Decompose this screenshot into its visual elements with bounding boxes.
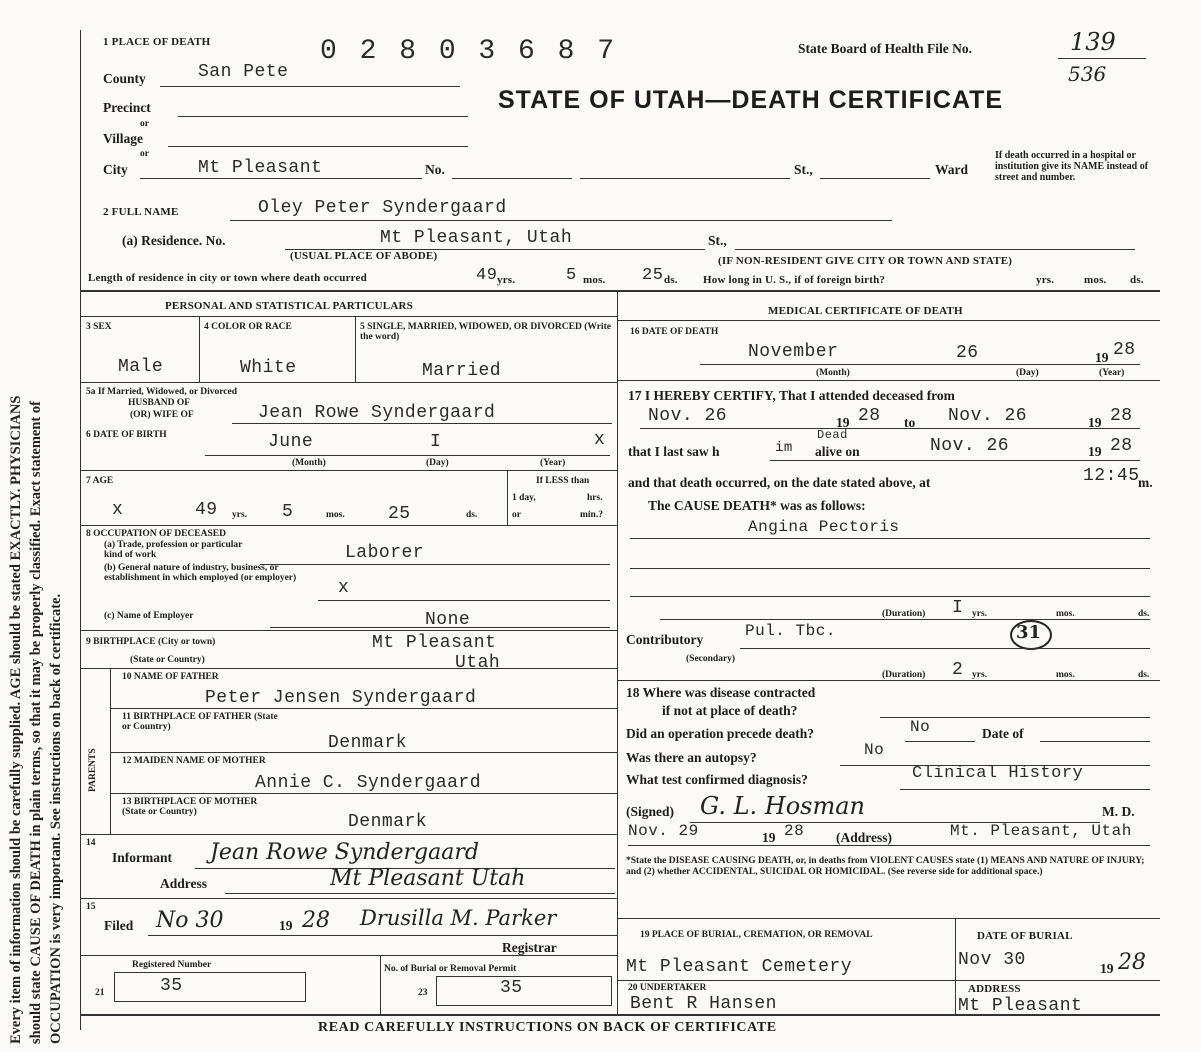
street-line bbox=[580, 178, 790, 179]
contrib-code: 31 bbox=[1016, 622, 1042, 643]
dur-1-yrs: yrs. bbox=[972, 609, 988, 619]
mother-bp-value: Denmark bbox=[348, 812, 428, 832]
residence-st-line bbox=[735, 249, 1135, 250]
cause-line-2 bbox=[630, 568, 1150, 569]
village-line bbox=[168, 146, 468, 147]
side-note-1: Every item of information should be carefully supplied. AGE should be stated EXACTLY. PHYSICIANS bbox=[8, 395, 24, 1044]
row-line-16 bbox=[617, 380, 1160, 381]
father-bp-label: 11 BIRTHPLACE OF FATHER (State or Country) bbox=[122, 712, 278, 732]
length-yrs-label: yrs. bbox=[497, 274, 516, 286]
length-mos: 5 bbox=[566, 266, 577, 285]
usual-abode-label: (USUAL PLACE OF ABODE) bbox=[290, 250, 438, 262]
undertaker-label: 20 UNDERTAKER bbox=[628, 983, 707, 993]
medical-header-line bbox=[617, 320, 1160, 321]
row-line-14 bbox=[80, 898, 617, 899]
alive-label: alive on bbox=[815, 444, 860, 459]
attended-to-year: 28 bbox=[1110, 406, 1133, 426]
dob-day-label: (Day) bbox=[426, 458, 449, 468]
spouse-label-2: HUSBAND OF bbox=[128, 398, 191, 408]
foreign-label: How long in U. S., if of foreign birth? bbox=[703, 274, 886, 286]
row-line-8 bbox=[80, 630, 617, 631]
age-mark: x bbox=[112, 500, 124, 520]
reg-no-value: 35 bbox=[160, 976, 183, 996]
spouse-label-3: (OR) WIFE OF bbox=[130, 410, 194, 420]
burial-address-label: ADDRESS bbox=[968, 983, 1021, 995]
medical-footnote: *State the DISEASE CAUSING DEATH, or, in deaths from VIOLENT CAUSES state (1) MEANS AND NATURE OF INJURY; and (2) whether ACCIDENTAL, SUICIDAL OR HOMICIDAL. (See reverse side for additional space.) bbox=[626, 856, 1145, 877]
county-line bbox=[160, 86, 460, 87]
full-name-line bbox=[230, 220, 892, 221]
residence-st-label: St., bbox=[708, 233, 727, 248]
row-line-12 bbox=[110, 793, 617, 794]
death-month: November bbox=[748, 342, 839, 362]
physician-address: Mt. Pleasant, Utah bbox=[950, 822, 1132, 840]
test-line bbox=[900, 789, 1150, 790]
city-label: City bbox=[103, 162, 128, 177]
signed-date: Nov. 29 bbox=[628, 822, 699, 840]
date-of-death-label: 16 DATE OF DEATH bbox=[630, 327, 719, 337]
age-label: 7 AGE bbox=[86, 476, 114, 486]
st-label: St., bbox=[794, 162, 813, 177]
row-line-7 bbox=[80, 525, 617, 526]
length-mos-label: mos. bbox=[583, 274, 606, 286]
or-label: or bbox=[512, 510, 521, 520]
place-of-death-label: 1 PLACE OF DEATH bbox=[103, 36, 211, 48]
residence-label: (a) Residence. No. bbox=[122, 233, 226, 248]
signed-year: 28 bbox=[784, 822, 805, 840]
informant-label: Informant bbox=[112, 850, 172, 865]
operation-line bbox=[905, 741, 975, 742]
precinct-label: Precinct bbox=[103, 100, 151, 115]
burial-top-line bbox=[617, 918, 1160, 919]
contrib-label: Contributory bbox=[626, 632, 704, 647]
parents-label: PARENTS bbox=[88, 748, 98, 792]
last-saw-value: im bbox=[775, 440, 793, 456]
autopsy-label: Was there an autopsy? bbox=[626, 750, 757, 765]
county-value: San Pete bbox=[198, 62, 289, 82]
test-value: Clinical History bbox=[912, 764, 1084, 783]
precinct-line bbox=[178, 116, 468, 117]
industry-value: x bbox=[338, 578, 350, 598]
residence-value: Mt Pleasant, Utah bbox=[380, 228, 573, 248]
burial-date-value: Nov 30 bbox=[958, 950, 1026, 970]
one-day-label: 1 day, bbox=[512, 493, 536, 503]
cause-line-3 bbox=[630, 596, 1150, 597]
filed-year-prefix: 19 bbox=[279, 918, 293, 933]
mother-bp-label: 13 BIRTHPLACE OF MOTHER (State or Country) bbox=[122, 797, 258, 817]
column-divider bbox=[617, 290, 618, 918]
employer-value: None bbox=[425, 610, 471, 630]
employer-line bbox=[270, 627, 610, 628]
frame-left bbox=[80, 30, 81, 1030]
personal-header: PERSONAL AND STATISTICAL PARTICULARS bbox=[165, 300, 413, 312]
side-instructions bbox=[4, 8, 70, 1048]
operation-label: Did an operation precede death? bbox=[626, 726, 814, 741]
dob-month-label: (Month) bbox=[292, 458, 326, 468]
age-ds: 25 bbox=[388, 504, 411, 524]
informant-no: 14 bbox=[86, 838, 96, 848]
death-year: 28 bbox=[1113, 340, 1136, 360]
dob-label: 6 DATE OF BIRTH bbox=[86, 430, 167, 440]
date-of-label: Date of bbox=[982, 726, 1024, 741]
length-ds-label: ds. bbox=[664, 274, 678, 286]
filed-no: 15 bbox=[86, 902, 96, 912]
to-label: to bbox=[904, 415, 916, 430]
time-label: and that death occurred, on the date stated above, at bbox=[628, 475, 931, 490]
st-line bbox=[820, 178, 930, 179]
undertaker-value: Bent R Hansen bbox=[630, 994, 777, 1014]
footer-instructions: READ CAREFULLY INSTRUCTIONS ON BACK OF CERTIFICATE bbox=[318, 1020, 777, 1035]
sex-value: Male bbox=[118, 357, 164, 377]
filed-year: 28 bbox=[302, 908, 330, 933]
reg-divider bbox=[380, 955, 381, 1014]
cause-line-1 bbox=[630, 538, 1150, 539]
sex-label: 3 SEX bbox=[86, 322, 112, 332]
burial-mid-line bbox=[617, 980, 1160, 981]
no-label: No. bbox=[425, 162, 445, 177]
or-1: or bbox=[140, 119, 149, 129]
md-label: M. D. bbox=[1102, 804, 1135, 819]
parents-divider bbox=[110, 668, 111, 834]
burial-divider bbox=[955, 918, 956, 1014]
sex-divider bbox=[199, 316, 200, 382]
full-name-label: 2 FULL NAME bbox=[103, 206, 179, 218]
cause-value: Angina Pectoris bbox=[748, 518, 900, 536]
row-line-9 bbox=[80, 668, 617, 669]
marital-label: 5 SINGLE, MARRIED, WIDOWED, OR DIVORCED (Write the word) bbox=[360, 322, 611, 342]
side-note-2: should state CAUSE OF DEATH in plain terms, so that it may be properly classified. Exact statement of bbox=[28, 401, 44, 1044]
filed-line bbox=[148, 935, 618, 936]
test-label: What test confirmed diagnosis? bbox=[626, 772, 808, 787]
race-label: 4 COLOR OR RACE bbox=[204, 322, 292, 332]
death-time: 12:45 bbox=[1083, 466, 1140, 486]
dur-1-ds: ds. bbox=[1138, 609, 1150, 619]
occ-a-label: (a) Trade, profession or particular kind of work bbox=[104, 540, 243, 560]
row-line-6 bbox=[80, 470, 617, 471]
dob-month: June bbox=[268, 432, 314, 452]
filed-label: Filed bbox=[104, 918, 134, 933]
mother-value: Annie C. Syndergaard bbox=[255, 773, 482, 793]
last-saw-19: 19 bbox=[1088, 444, 1102, 459]
death-time-suffix: m. bbox=[1138, 475, 1153, 490]
burial-address-value: Mt Pleasant bbox=[958, 996, 1083, 1016]
sub-no: 536 bbox=[1068, 62, 1107, 86]
reg-no-index: 21 bbox=[95, 988, 105, 998]
last-saw-label: that I last saw h bbox=[628, 444, 720, 459]
age-mos: 5 bbox=[282, 502, 294, 522]
row-line-11 bbox=[110, 752, 617, 753]
mother-label: 12 MAIDEN NAME OF MOTHER bbox=[122, 756, 266, 766]
row-line-13 bbox=[80, 834, 617, 835]
dob-year-label: (Year) bbox=[540, 458, 566, 468]
nonresident-label: (IF NON-RESIDENT GIVE CITY OR TOWN AND STATE) bbox=[718, 255, 1013, 267]
marital-value: Married bbox=[422, 361, 502, 381]
death-date-line bbox=[700, 364, 1140, 365]
reg-no-box bbox=[114, 972, 306, 1002]
min-label: min.? bbox=[580, 510, 603, 520]
foreign-yrs: yrs. bbox=[1036, 274, 1055, 286]
last-saw-year: 28 bbox=[1110, 436, 1133, 456]
dur-2-mos: mos. bbox=[1056, 670, 1075, 680]
occupation-label: 8 OCCUPATION OF DECEASED bbox=[86, 529, 226, 539]
duration-label-2: (Duration) bbox=[882, 670, 926, 680]
no-line bbox=[452, 178, 572, 179]
dob-line bbox=[205, 455, 610, 456]
death-year-prefix: 19 bbox=[1095, 350, 1109, 365]
registrar-label: Registrar bbox=[502, 940, 557, 955]
age-yrs: 49 bbox=[195, 500, 218, 520]
less-than-label: If LESS than bbox=[536, 476, 590, 486]
attended-to: Nov. 26 bbox=[948, 406, 1028, 426]
birthplace-state: Utah bbox=[455, 653, 501, 673]
divider-top bbox=[80, 290, 1160, 292]
age-ds-label: ds. bbox=[466, 510, 478, 520]
reg-top-line bbox=[80, 955, 617, 956]
foreign-ds: ds. bbox=[1130, 274, 1144, 286]
death-month-label: (Month) bbox=[816, 368, 850, 378]
burial-permit-label: No. of Burial or Removal Permit bbox=[384, 964, 517, 974]
operation-value: No bbox=[910, 718, 931, 736]
file-no-line bbox=[1058, 58, 1146, 59]
city-value: Mt Pleasant bbox=[198, 158, 323, 178]
last-saw-line bbox=[770, 460, 1140, 461]
personal-header-line bbox=[80, 316, 617, 317]
burial-date-label: DATE OF BURIAL bbox=[977, 930, 1073, 942]
attended-to-19: 19 bbox=[1088, 415, 1102, 430]
dur-1-mos: mos. bbox=[1056, 609, 1075, 619]
father-bp-value: Denmark bbox=[328, 733, 408, 753]
burial-permit-box bbox=[436, 976, 612, 1006]
reg-no-label: Registered Number bbox=[132, 960, 212, 970]
attended-from-year: 28 bbox=[858, 406, 881, 426]
side-note-3: OCCUPATION is very important. See instructions on back of certificate. bbox=[48, 593, 64, 1044]
dob-year: x bbox=[594, 430, 606, 450]
death-day-label: (Day) bbox=[1016, 368, 1039, 378]
duration-1-line bbox=[660, 619, 1150, 620]
autopsy-value: No bbox=[864, 741, 885, 759]
age-yrs-label: yrs. bbox=[232, 510, 248, 520]
file-no: 139 bbox=[1070, 28, 1116, 56]
attended-line bbox=[640, 428, 1140, 429]
contrib-line bbox=[740, 648, 1150, 649]
ward-label: Ward bbox=[935, 162, 969, 177]
burial-permit-index: 23 bbox=[418, 988, 428, 998]
file-stamp: 0 2 8 0 3 6 8 7 bbox=[320, 36, 618, 67]
or-2: or bbox=[140, 149, 149, 159]
secondary-label: (Secondary) bbox=[686, 654, 736, 664]
informant-value: Jean Rowe Syndergaard bbox=[210, 840, 479, 865]
race-divider bbox=[355, 316, 356, 382]
dead-note: Dead bbox=[817, 428, 848, 442]
spouse-value: Jean Rowe Syndergaard bbox=[258, 403, 496, 423]
death-year-label: (Year) bbox=[1099, 368, 1125, 378]
duration-label-1: (Duration) bbox=[882, 609, 926, 619]
city-line bbox=[140, 178, 422, 179]
industry-line bbox=[318, 600, 610, 601]
dur-2-yrs: yrs. bbox=[972, 670, 988, 680]
age-mos-label: mos. bbox=[326, 510, 345, 520]
age-divider bbox=[507, 470, 508, 525]
length-yrs: 49 bbox=[476, 266, 498, 285]
full-name-value: Oley Peter Syndergaard bbox=[258, 198, 507, 218]
foreign-mos: mos. bbox=[1084, 274, 1107, 286]
county-label: County bbox=[103, 71, 146, 86]
physician-signature: G. L. Hosman bbox=[700, 792, 865, 820]
spouse-line bbox=[232, 423, 612, 424]
filed-date: No 30 bbox=[156, 908, 224, 933]
row-line-5 bbox=[80, 382, 617, 383]
certify-text: 17 I HEREBY CERTIFY, That I attended deceased from bbox=[628, 388, 955, 403]
ward-note: If death occurred in a hospital or institution give its NAME instead of street and number. bbox=[995, 150, 1149, 183]
birthplace-label: 9 BIRTHPLACE (City or town) bbox=[86, 637, 216, 647]
where-label-2: if not at place of death? bbox=[662, 703, 798, 718]
registrar-signature: Drusilla M. Parker bbox=[360, 906, 557, 930]
informant-address-line bbox=[225, 893, 615, 894]
length-label: Length of residence in city or town where death occurred bbox=[88, 272, 367, 284]
duration-1-value: I bbox=[952, 598, 964, 618]
dob-day: I bbox=[430, 432, 442, 452]
dur-2-ds: ds. bbox=[1138, 670, 1150, 680]
father-label: 10 NAME OF FATHER bbox=[122, 672, 219, 682]
file-no-label: State Board of Health File No. bbox=[798, 41, 972, 56]
occupation-value: Laborer bbox=[345, 543, 425, 563]
occ-c-label: (c) Name of Employer bbox=[104, 611, 194, 621]
burial-place-value: Mt Pleasant Cemetery bbox=[626, 957, 853, 977]
contrib-value: Pul. Tbc. bbox=[745, 622, 836, 640]
informant-address-value: Mt Pleasant Utah bbox=[330, 866, 526, 891]
burial-place-label: 19 PLACE OF BURIAL, CREMATION, OR REMOVAL bbox=[640, 930, 873, 940]
death-day: 26 bbox=[956, 343, 979, 363]
attended-from-19: 19 bbox=[836, 415, 850, 430]
attended-from: Nov. 26 bbox=[648, 406, 728, 426]
village-label: Village bbox=[103, 131, 143, 146]
last-saw-date: Nov. 26 bbox=[930, 436, 1010, 456]
signed-date-line bbox=[628, 845, 1150, 846]
spouse-label-1: 5a If Married, Widowed, or Divorced bbox=[86, 387, 238, 397]
birthplace-city: Mt Pleasant bbox=[372, 633, 497, 653]
burial-year: 28 bbox=[1118, 950, 1146, 975]
hrs-label: hrs. bbox=[587, 493, 603, 503]
signed-19: 19 bbox=[762, 830, 776, 845]
burial-permit-value: 35 bbox=[500, 978, 523, 998]
duration-2-value: 2 bbox=[952, 660, 964, 680]
burial-year-prefix: 19 bbox=[1100, 961, 1114, 976]
occ-b-label: (b) General nature of industry, business, or establishment in which employed (or employer) bbox=[104, 563, 297, 583]
burial-left-line bbox=[617, 918, 618, 1014]
medical-header: MEDICAL CERTIFICATE OF DEATH bbox=[768, 305, 963, 317]
birthplace-state-label: (State or Country) bbox=[130, 655, 205, 665]
signed-label: (Signed) bbox=[626, 804, 675, 819]
cause-label: The CAUSE DEATH* was as follows: bbox=[648, 498, 866, 513]
informant-address-label: Address bbox=[160, 876, 208, 891]
address-label-md: (Address) bbox=[836, 830, 893, 845]
row-line-17 bbox=[617, 680, 1160, 681]
father-value: Peter Jensen Syndergaard bbox=[205, 688, 477, 708]
length-ds: 25 bbox=[642, 266, 664, 285]
where-label-1: 18 Where was disease contracted bbox=[626, 685, 816, 700]
row-line-10 bbox=[110, 708, 617, 709]
race-value: White bbox=[240, 358, 297, 378]
date-of-line bbox=[1040, 741, 1150, 742]
certificate-title: STATE OF UTAH—DEATH CERTIFICATE bbox=[498, 86, 1004, 114]
